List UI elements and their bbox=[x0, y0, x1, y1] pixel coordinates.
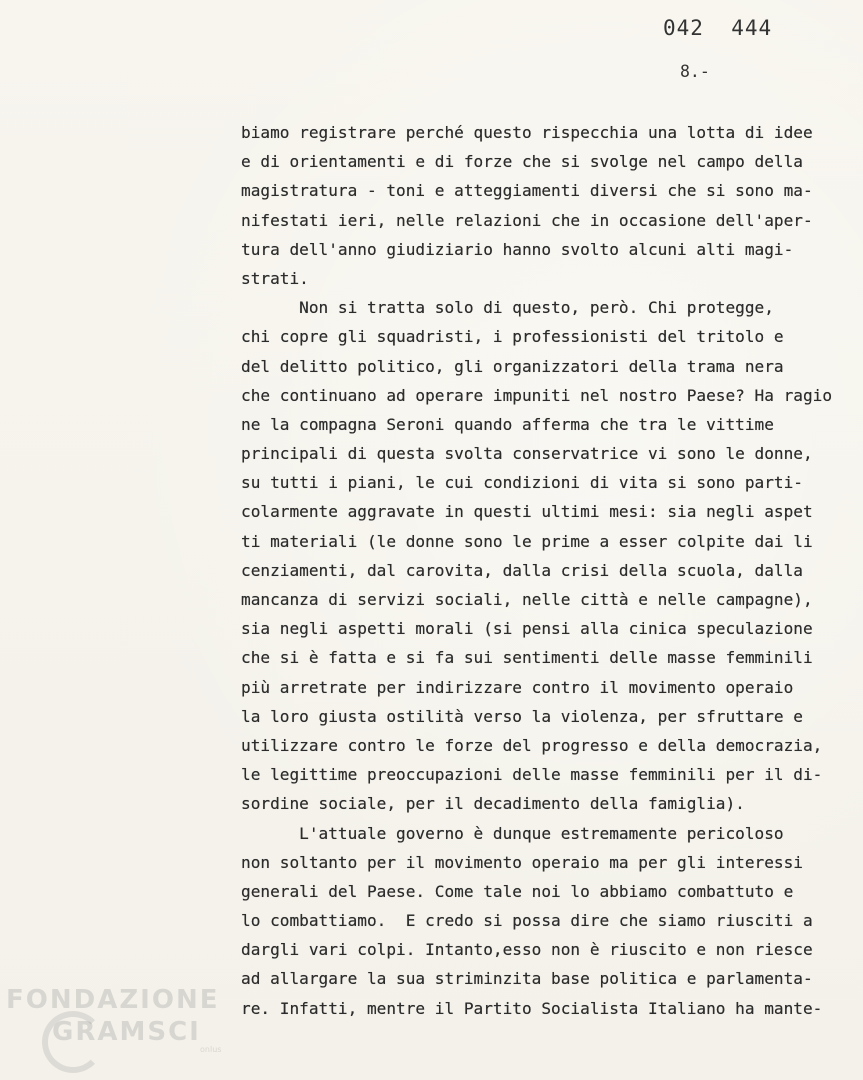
text-line: mancanza di servizi sociali, nelle città e nelle campagne), bbox=[241, 590, 813, 609]
text-line: lo combattiamo. E credo si possa dire che siamo riusciti a bbox=[241, 911, 813, 931]
text-line: cenziamenti, dal carovita, dalla crisi della scuola, dalla bbox=[241, 560, 803, 580]
text-line: che continuano ad operare impuniti nel nostro Paese? Ha ragio bbox=[241, 385, 833, 405]
text-line: nifestati ieri, nelle relazioni che in occasione dell'aper- bbox=[241, 210, 813, 230]
archive-number: 042 444 bbox=[663, 16, 773, 40]
text-line: Non si tratta solo di questo, però. Chi protegge, bbox=[241, 298, 774, 318]
watermark-line2: GRAMSCI bbox=[52, 1017, 201, 1047]
text-line: più arretrate per indirizzare contro il movimento operaio bbox=[241, 677, 794, 697]
text-line: magistratura - toni e atteggiamenti diversi che si sono ma- bbox=[241, 181, 813, 201]
text-line: tura dell'anno giudiziario hanno svolto alcuni alti magi- bbox=[241, 239, 794, 259]
text-line: ad allargare la sua striminzita base politica e parlamenta- bbox=[241, 969, 813, 989]
watermark-suffix: onlus bbox=[200, 1045, 222, 1054]
text-line: colarmente aggravate in questi ultimi mesi: sia negli aspet bbox=[241, 502, 813, 522]
text-line: biamo registrare perché questo rispecchia una lotta di idee bbox=[241, 123, 813, 142]
text-line: sia negli aspetti morali (si pensi alla cinica speculazione bbox=[241, 619, 813, 639]
text-line: re. Infatti, mentre il Partito Socialista Italiano ha mante- bbox=[241, 998, 823, 1018]
text-line: dargli vari colpi. Intanto,esso non è riuscito e non riesce bbox=[241, 940, 813, 960]
watermark-logo-icon bbox=[42, 1011, 104, 1073]
text-line: chi copre gli squadristi, i professionisti del tritolo e bbox=[241, 327, 784, 347]
text-line: ne la compagna Seroni quando afferma che tra le vittime bbox=[241, 414, 774, 434]
typewritten-body bbox=[241, 118, 851, 1023]
fondazione-gramsci-watermark bbox=[6, 985, 222, 1065]
watermark-line1: FONDAZIONE bbox=[6, 985, 220, 1015]
text-line: che si è fatta e si fa sui sentimenti delle masse femminili bbox=[241, 648, 813, 668]
text-line: generali del Paese. Come tale noi lo abbiamo combattuto e bbox=[241, 881, 794, 901]
text-line: ti materiali (le donne sono le prime a esser colpite dai li bbox=[241, 531, 813, 551]
text-line: non soltanto per il movimento operaio ma per gli interessi bbox=[241, 852, 803, 872]
text-line: e di orientamenti e di forze che si svolge nel campo della bbox=[241, 152, 803, 172]
text-line: del delitto politico, gli organizzatori della trama nera bbox=[241, 356, 784, 376]
text-line: le legittime preoccupazioni delle masse femminili per il di- bbox=[241, 765, 823, 785]
text-line: su tutti i piani, le cui condizioni di vita si sono parti- bbox=[241, 473, 803, 493]
text-line: principali di questa svolta conservatrice vi sono le donne, bbox=[241, 444, 813, 464]
page-number: 8.- bbox=[680, 62, 710, 81]
text-line: utilizzare contro le forze del progresso e della democrazia, bbox=[241, 735, 823, 755]
text-line: L'attuale governo è dunque estremamente pericoloso bbox=[241, 823, 784, 843]
text-line: la loro giusta ostilità verso la violenza, per sfruttare e bbox=[241, 706, 803, 726]
text-line: sordine sociale, per il decadimento della famiglia). bbox=[241, 794, 745, 814]
text-line: strati. bbox=[241, 268, 309, 288]
